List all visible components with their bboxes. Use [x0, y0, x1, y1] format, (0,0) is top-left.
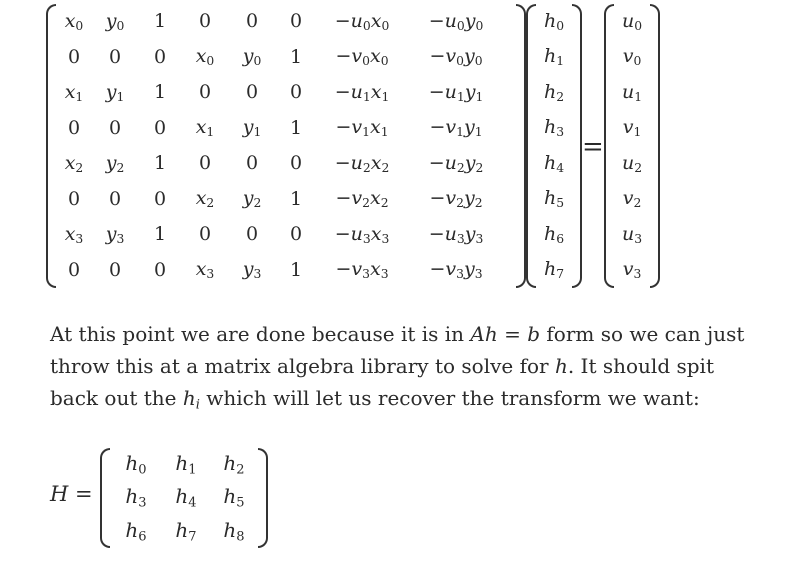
matrix-entry: 0: [289, 10, 303, 33]
matrix-entry: $x_3$: [64, 222, 84, 246]
matrix-entry: 1: [289, 45, 303, 68]
h-matrix-label: H =: [50, 482, 93, 506]
matrix-entry: $y_1$: [242, 116, 262, 140]
matrix-entry: 0: [153, 258, 167, 281]
matrix-entry: $h_1$: [175, 451, 197, 478]
matrix-entry: $-u_3y_3$: [428, 222, 484, 246]
matrix-entry: $-v_2y_2$: [429, 187, 483, 211]
matrix-entry: $x_0$: [195, 45, 215, 69]
h-matrix-right-paren: [258, 448, 268, 548]
matrix-entry: $-u_2y_2$: [428, 151, 484, 175]
matrix-entry: $y_2$: [105, 151, 125, 175]
matrix-entry: $-u_2x_2$: [334, 151, 390, 175]
matrix-entry: $-u_0x_0$: [334, 9, 390, 33]
matrix-entry: 0: [245, 81, 259, 104]
h-matrix-grid: [110, 448, 258, 548]
matrix-entry: $-v_3x_3$: [335, 258, 389, 282]
matrix-entry: $-u_1x_1$: [334, 80, 390, 104]
matrix-entry: $h_0$: [543, 9, 565, 33]
matrix-entry: 0: [108, 187, 122, 210]
equals-sign: =: [582, 132, 604, 162]
matrix-entry: $h_8$: [223, 517, 245, 544]
matrix-entry: $x_0$: [64, 9, 84, 33]
matrix-entry: $h_5$: [543, 187, 565, 211]
matrix-entry: $h_6$: [125, 517, 147, 544]
vector-h-left-paren: [526, 4, 536, 288]
matrix-entry: 0: [198, 81, 212, 104]
matrix-entry: 0: [67, 258, 81, 281]
matrix-entry: 0: [289, 152, 303, 175]
inline-math: $h_i$: [182, 386, 200, 413]
h-matrix-left-paren: [100, 448, 110, 548]
matrix-entry: 0: [67, 187, 81, 210]
matrix-entry: 1: [289, 187, 303, 210]
matrix-entry: 0: [153, 187, 167, 210]
linear-system-equation: [46, 0, 666, 292]
matrix-entry: $-v_0y_0$: [429, 45, 483, 69]
matrix-entry: $h_4$: [543, 151, 565, 175]
matrix-entry: 0: [108, 116, 122, 139]
matrix-a-right-paren: [516, 4, 526, 288]
matrix-entry: 1: [153, 223, 167, 246]
matrix-entry: $-u_3x_3$: [334, 222, 390, 246]
matrix-entry: $y_1$: [105, 80, 125, 104]
matrix-entry: $h_4$: [175, 484, 197, 511]
matrix-entry: $x_2$: [195, 187, 215, 211]
matrix-entry: 0: [198, 152, 212, 175]
matrix-entry: $x_3$: [195, 258, 215, 282]
matrix-entry: $v_2$: [622, 187, 642, 211]
matrix-entry: $y_3$: [242, 258, 262, 282]
matrix-entry: $y_3$: [105, 222, 125, 246]
vector-b: [614, 4, 650, 288]
paragraph-text: which will let us recover the transform we want:: [199, 386, 700, 410]
matrix-entry: 0: [67, 45, 81, 68]
paragraph-text: At this point we are done because it is in: [50, 322, 471, 346]
paragraph-text: . It should spit back out the: [50, 354, 714, 410]
explanation-paragraph: [50, 318, 750, 421]
matrix-entry: 0: [108, 45, 122, 68]
matrix-entry: $h_7$: [543, 258, 565, 282]
inline-math: h: [554, 354, 568, 378]
matrix-entry: $u_3$: [621, 222, 643, 246]
matrix-entry: 0: [245, 10, 259, 33]
vector-h-right-paren: [572, 4, 582, 288]
matrix-entry: $-u_0y_0$: [428, 9, 484, 33]
matrix-entry: 1: [289, 258, 303, 281]
matrix-entry: $h_5$: [223, 484, 245, 511]
matrix-entry: 1: [289, 116, 303, 139]
inline-math: Ah: [470, 322, 498, 346]
matrix-entry: $-v_0x_0$: [335, 45, 389, 69]
matrix-entry: $h_6$: [543, 222, 565, 246]
matrix-entry: $x_1$: [195, 116, 215, 140]
matrix-entry: 1: [153, 152, 167, 175]
matrix-entry: $x_1$: [64, 80, 84, 104]
matrix-entry: $h_2$: [543, 80, 565, 104]
matrix-entry: $v_1$: [622, 116, 642, 140]
matrix-a: [56, 4, 516, 288]
inline-math: b: [527, 322, 541, 346]
matrix-entry: $y_0$: [242, 45, 262, 69]
matrix-a-left-paren: [46, 4, 56, 288]
matrix-entry: 0: [198, 10, 212, 33]
matrix-entry: $y_0$: [105, 9, 125, 33]
matrix-entry: 1: [153, 81, 167, 104]
matrix-entry: 0: [289, 81, 303, 104]
matrix-entry: $v_0$: [622, 45, 642, 69]
vector-b-right-paren: [650, 4, 660, 288]
matrix-entry: $h_0$: [125, 451, 147, 478]
matrix-entry: $-v_1x_1$: [335, 116, 389, 140]
matrix-entry: 0: [108, 258, 122, 281]
vector-h: [536, 4, 572, 288]
vector-b-left-paren: [604, 4, 614, 288]
matrix-entry: $h_7$: [175, 517, 197, 544]
matrix-entry: $v_3$: [622, 258, 642, 282]
matrix-entry: $u_1$: [621, 80, 643, 104]
matrix-entry: $y_2$: [242, 187, 262, 211]
matrix-entry: $h_3$: [543, 116, 565, 140]
matrix-entry: $h_1$: [543, 45, 565, 69]
matrix-entry: $-v_2x_2$: [335, 187, 389, 211]
h-matrix-equation: [50, 446, 280, 550]
matrix-entry: $h_3$: [125, 484, 147, 511]
matrix-entry: 0: [245, 223, 259, 246]
paragraph-text: form so we can just throw this at a matrix algebra library to solve for: [50, 322, 745, 378]
matrix-entry: $h_2$: [223, 451, 245, 478]
matrix-entry: $-v_3y_3$: [429, 258, 483, 282]
matrix-entry: 0: [153, 116, 167, 139]
inline-math: =: [497, 322, 528, 346]
matrix-entry: $-v_1y_1$: [429, 116, 483, 140]
matrix-entry: $x_2$: [64, 151, 84, 175]
matrix-entry: $-u_1y_1$: [428, 80, 484, 104]
matrix-entry: $u_2$: [621, 151, 643, 175]
matrix-entry: 0: [289, 223, 303, 246]
matrix-entry: 0: [67, 116, 81, 139]
matrix-entry: 0: [198, 223, 212, 246]
matrix-entry: 0: [153, 45, 167, 68]
matrix-entry: 1: [153, 10, 167, 33]
matrix-entry: $u_0$: [621, 9, 643, 33]
matrix-entry: 0: [245, 152, 259, 175]
